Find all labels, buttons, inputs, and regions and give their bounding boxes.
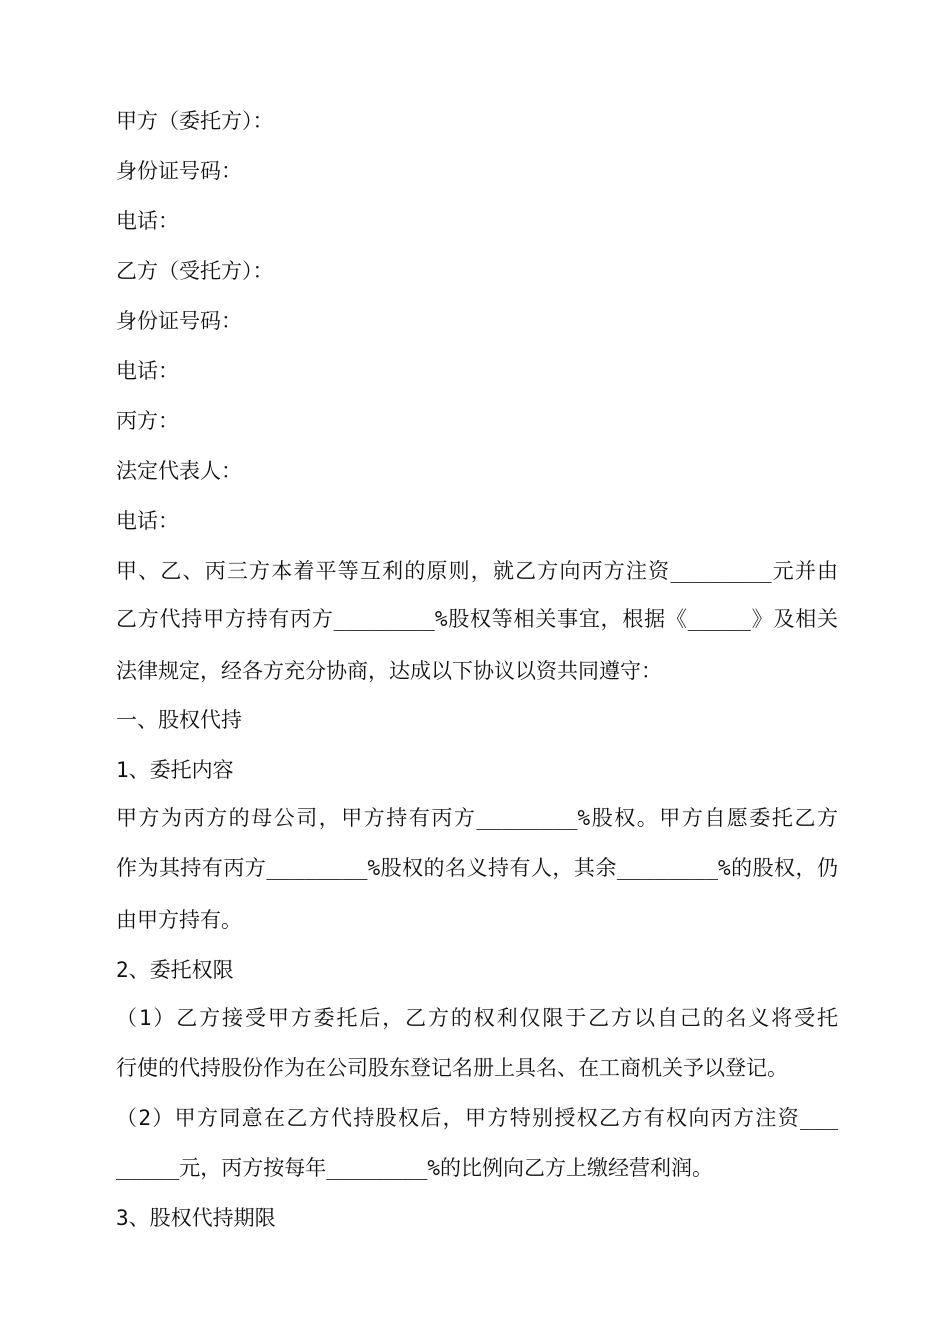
clause-1-line-1: 甲方为丙方的母公司，甲方持有丙方________%股权。甲方自愿委托乙方 [116, 806, 838, 830]
clause-1-line-2: 作为其持有丙方________%股权的名义持有人，其余________%的股权，仍 [116, 856, 838, 880]
clause-heading-entrustment-authority: 2、委托权限 [116, 958, 234, 982]
clause-2-item-1-line-1: （1）乙方接受甲方委托后，乙方的权利仅限于乙方以自己的名义将受托 [116, 1006, 838, 1030]
clause-1-line-3: 由甲方持有。 [116, 908, 242, 932]
party-c-label: 丙方： [116, 409, 179, 433]
section-heading-equity-holding: 一、股权代持 [116, 708, 242, 732]
clause-2-item-2-line-1: （2）甲方同意在乙方代持股权后，甲方特别授权乙方有权向丙方注资___ [116, 1106, 838, 1130]
clause-2-item-1-line-2: 行使的代持股份作为在公司股东登记名册上具名、在工商机关予以登记。 [116, 1056, 788, 1080]
party-b-id-label: 身份证号码： [116, 309, 242, 333]
party-a-phone-label: 电话： [116, 209, 179, 233]
party-c-phone-label: 电话： [116, 509, 179, 533]
clause-2-item-2-line-2: _____元，丙方按每年________%的比例向乙方上缴经营利润。 [116, 1156, 714, 1180]
preamble-line-1: 甲、乙、丙三方本着平等互利的原则，就乙方向丙方注资________元并由 [116, 559, 838, 583]
party-a-label: 甲方（委托方）： [116, 109, 274, 133]
clause-heading-entrustment-content: 1、委托内容 [116, 758, 234, 782]
preamble-line-2: 乙方代持甲方持有丙方________%股权等相关事宜，根据《_____》及相关 [116, 607, 838, 631]
preamble-line-3: 法律规定，经各方充分协商，达成以下协议以资共同遵守： [116, 659, 662, 683]
party-a-id-label: 身份证号码： [116, 159, 242, 183]
party-b-label: 乙方（受托方）： [116, 259, 274, 283]
clause-heading-holding-term: 3、股权代持期限 [116, 1206, 276, 1230]
legal-representative-label: 法定代表人： [116, 459, 242, 483]
party-b-phone-label: 电话： [116, 359, 179, 383]
